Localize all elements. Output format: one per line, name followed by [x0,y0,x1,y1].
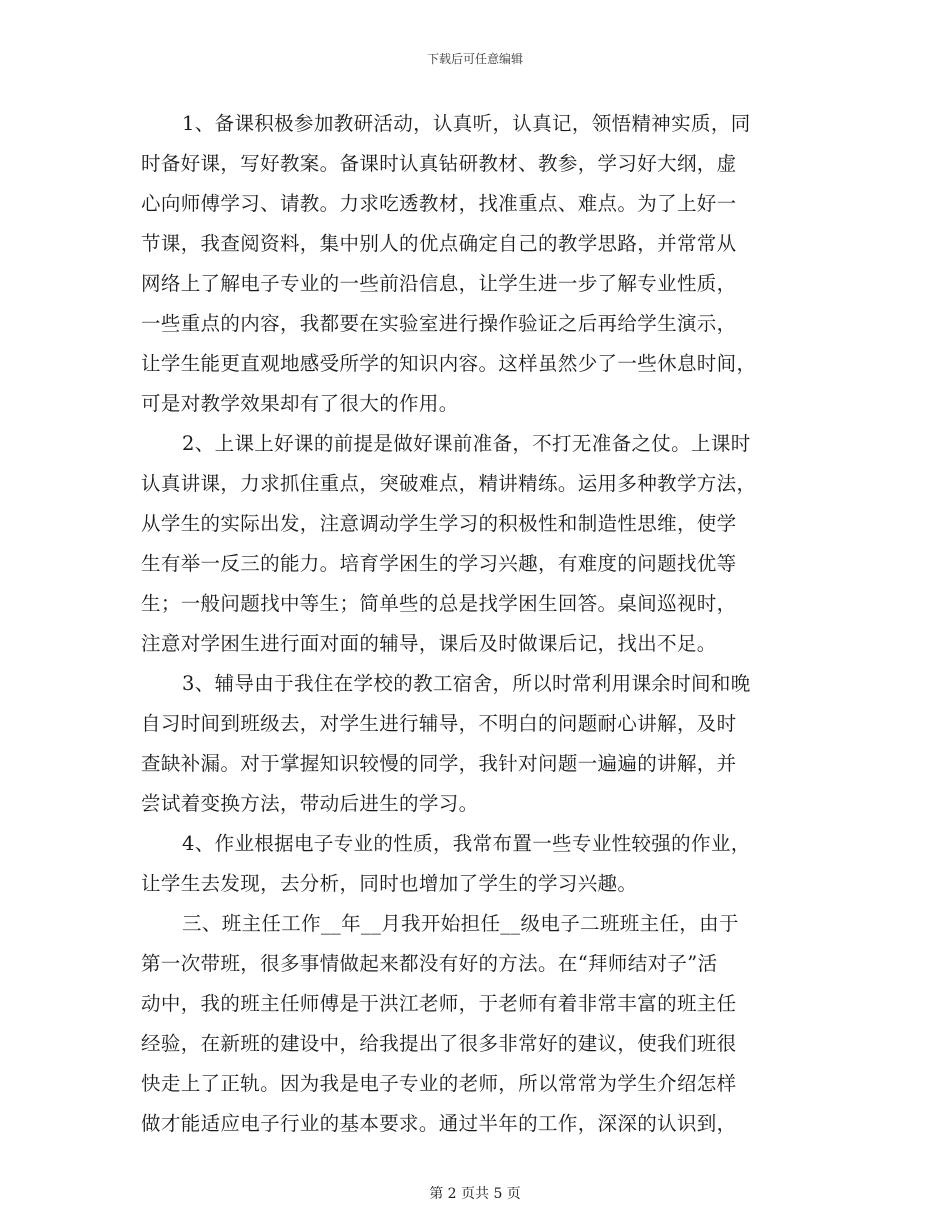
page-footer: 第 2 页共 5 页 [429,1186,521,1202]
text-line: 查缺补漏。对于掌握知识较慢的同学，我针对问题一遍遍的讲解，并 [141,752,737,775]
text-line: 3、辅导由于我住在学校的教工宿舍，所以时常利用课余时间和晚 [182,672,751,695]
text-line: 从学生的实际出发，注意调动学生学习的积极性和制造性思维，使学 [141,512,737,535]
text-line: 一些重点的内容，我都要在实验室进行操作验证之后再给学生演示， [141,312,737,335]
text-line: 第一次带班，很多事情做起来都没有好的方法。在“拜师结对子”活 [141,952,718,975]
text-line: 网络上了解电子专业的一些前沿信息，让学生进一步了解专业性质， [141,272,737,295]
text-line: 2、上课上好课的前提是做好课前准备，不打无准备之仗。上课时 [182,432,751,455]
text-line: 三、班主任工作__年__月我开始担任__级电子二班班主任，由于 [182,912,739,935]
text-line: 动中，我的班主任师傅是于洪江老师，于老师有着非常丰富的班主任 [141,992,737,1015]
text-line: 快走上了正轨。因为我是电子专业的老师，所以常常为学生介绍怎样 [141,1072,737,1095]
text-line: 1、备课积极参加教研活动，认真听，认真记，领悟精神实质，同 [182,112,751,135]
text-line: 时备好课，写好教案。备课时认真钻研教材、教参，学习好大纲，虚 [141,152,737,175]
text-line: 心向师傅学习、请教。力求吃透教材，找准重点、难点。为了上好一 [141,192,737,215]
text-line: 让学生能更直观地感受所学的知识内容。这样虽然少了一些休息时间， [141,352,757,375]
text-line: 自习时间到班级去，对学生进行辅导，不明白的问题耐心讲解，及时 [141,712,737,735]
page-header: 下载后可任意编辑 [426,52,523,66]
text-line: 生；一般问题找中等生；简单些的总是找学困生回答。桌间巡视时， [141,592,737,615]
text-line: 做才能适应电子行业的基本要求。通过半年的工作，深深的认识到， [141,1112,737,1135]
text-line: 4、作业根据电子专业的性质，我常布置一些专业性较强的作业， [182,832,751,855]
text-line: 经验，在新班的建设中，给我提出了很多非常好的建议，使我们班很 [141,1032,737,1055]
text-line: 生有举一反三的能力。培育学困生的学习兴趣，有难度的问题找优等 [141,552,737,575]
document-body [141,104,809,1144]
text-line: 注意对学困生进行面对面的辅导，课后及时做课后记，找出不足。 [141,632,717,655]
text-line: 认真讲课，力求抓住重点，突破难点，精讲精练。运用多种教学方法， [141,472,757,495]
text-line: 让学生去发现，去分析，同时也增加了学生的学习兴趣。 [141,872,638,895]
text-line: 节课，我查阅资料，集中别人的优点确定自己的教学思路，并常常从 [141,232,737,255]
text-line: 可是对教学效果却有了很大的作用。 [141,392,459,415]
text-line: 尝试着变换方法，带动后进生的学习。 [141,792,479,815]
